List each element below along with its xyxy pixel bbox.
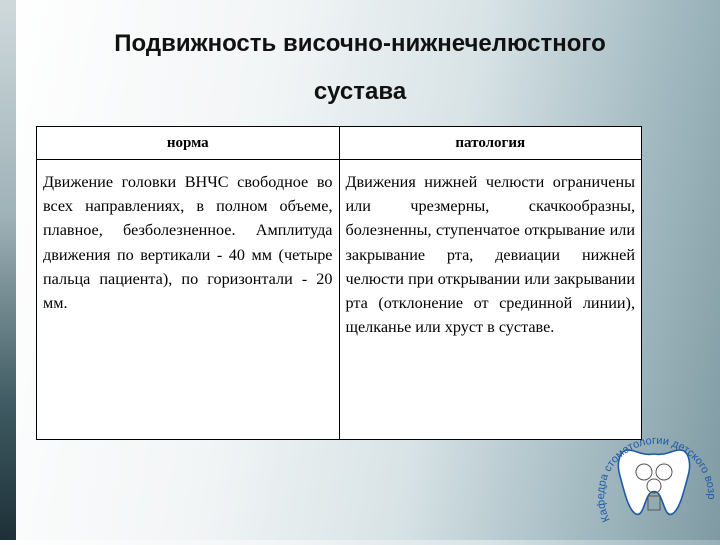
header-pathology: патология: [339, 127, 642, 160]
pathology-text: Движения нижней челюсти ограничены или чрезмерны, скачкообразны, болезненны, ступенчатое открывание или закрывание рта, девиации нижней челюсти при открывании или закрывании рта (отклонение от срединной линии), щелканье или хруст в суставе.: [345, 173, 635, 337]
logo-tooth: [618, 450, 689, 514]
header-norm: норма: [37, 127, 340, 160]
cell-norm: [37, 160, 340, 440]
decorative-left-band: [0, 0, 16, 540]
logo-arc-text: Кафедра стоматологии детского возр: [595, 434, 718, 524]
title-line-1: Подвижность височно-нижнечелюстного: [114, 30, 606, 57]
norm-text: Движение головки ВНЧС свободное во всех направлениях, в полном объеме, плавное, безболезненное. Амплитуда движения по вертикали - 40 мм (четыре пальца пациента), по горизонтали - 20 мм.: [43, 173, 333, 313]
title-line-2: сустава: [313, 78, 407, 105]
comparison-table: [36, 126, 642, 440]
department-logo-icon: [590, 410, 720, 540]
table-header-row: [37, 127, 642, 160]
table-row: [37, 160, 642, 440]
cell-pathology: [339, 160, 642, 440]
